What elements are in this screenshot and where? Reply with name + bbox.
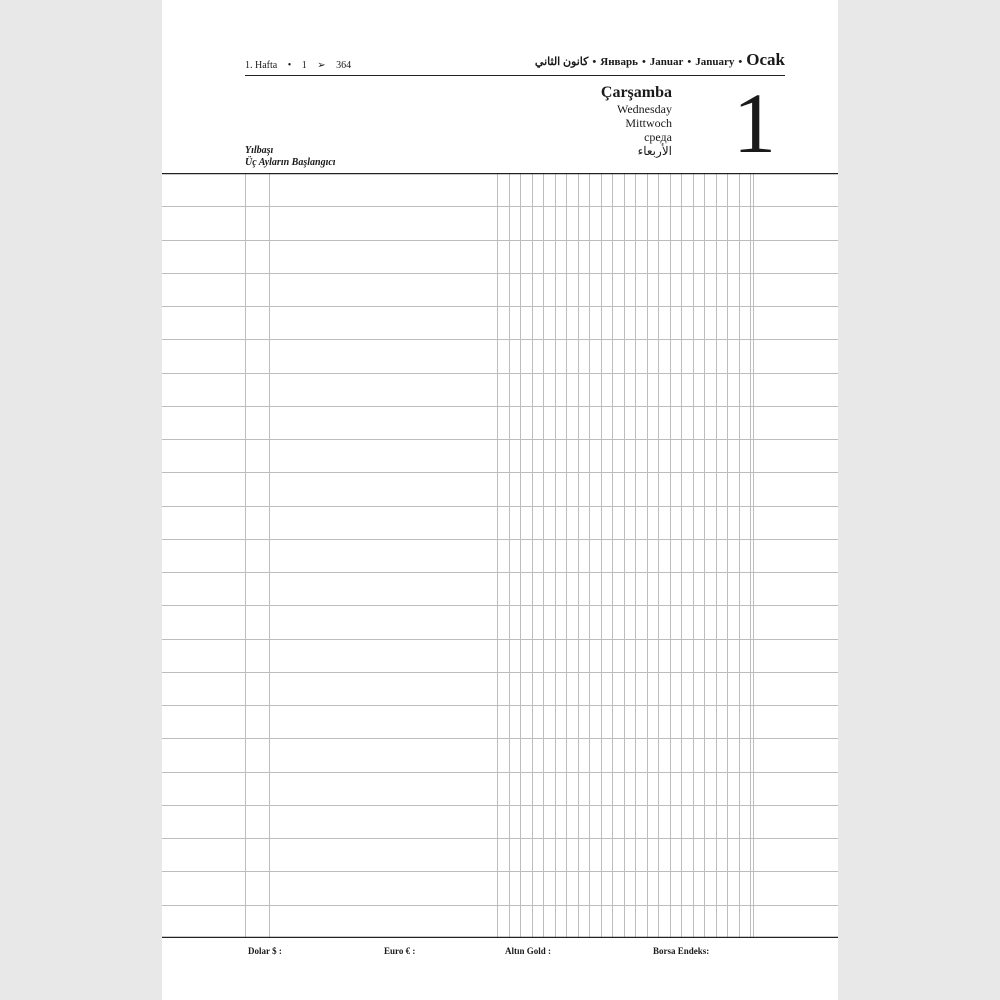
- holiday-notes: [245, 145, 336, 169]
- writing-grid[interactable]: [162, 173, 838, 938]
- gold-label: Altın Gold :: [505, 946, 552, 956]
- euro-label: Euro € :: [384, 946, 416, 956]
- bullet: •: [738, 56, 743, 68]
- index-label: Borsa Endeks:: [653, 946, 710, 956]
- day-turkish: Çarşamba: [600, 84, 672, 101]
- bullet: •: [641, 56, 646, 68]
- diary-page: [162, 0, 838, 1000]
- holiday-line-2: Üç Ayların Başlangıcı: [245, 157, 336, 168]
- week-label: 1. Hafta: [245, 60, 278, 71]
- day-russian: среда: [644, 130, 672, 144]
- bullet: •: [592, 56, 597, 68]
- bullet: •: [687, 56, 692, 68]
- month-english: January: [695, 56, 735, 68]
- dollar-label: Dolar $ :: [248, 946, 282, 956]
- month-turkish: Ocak: [746, 50, 785, 69]
- week-info: [245, 60, 359, 71]
- month-russian: Январь: [600, 56, 638, 68]
- holiday-line-1: Yılbaşı: [245, 145, 274, 156]
- days-left: 364: [336, 60, 352, 71]
- month-german: Januar: [649, 56, 684, 68]
- day-of-year: 1: [301, 60, 307, 71]
- arrow-icon: ➢: [317, 60, 326, 71]
- day-english: Wednesday: [616, 102, 672, 116]
- day-names: [601, 84, 672, 158]
- day-arabic: الأربعاء: [637, 144, 672, 158]
- bullet: •: [287, 60, 292, 71]
- day-number: 1: [733, 75, 776, 171]
- header-rule: [245, 75, 785, 76]
- month-names: [535, 50, 785, 70]
- day-german: Mittwoch: [625, 116, 672, 130]
- month-arabic: كانون الثاني: [534, 56, 589, 68]
